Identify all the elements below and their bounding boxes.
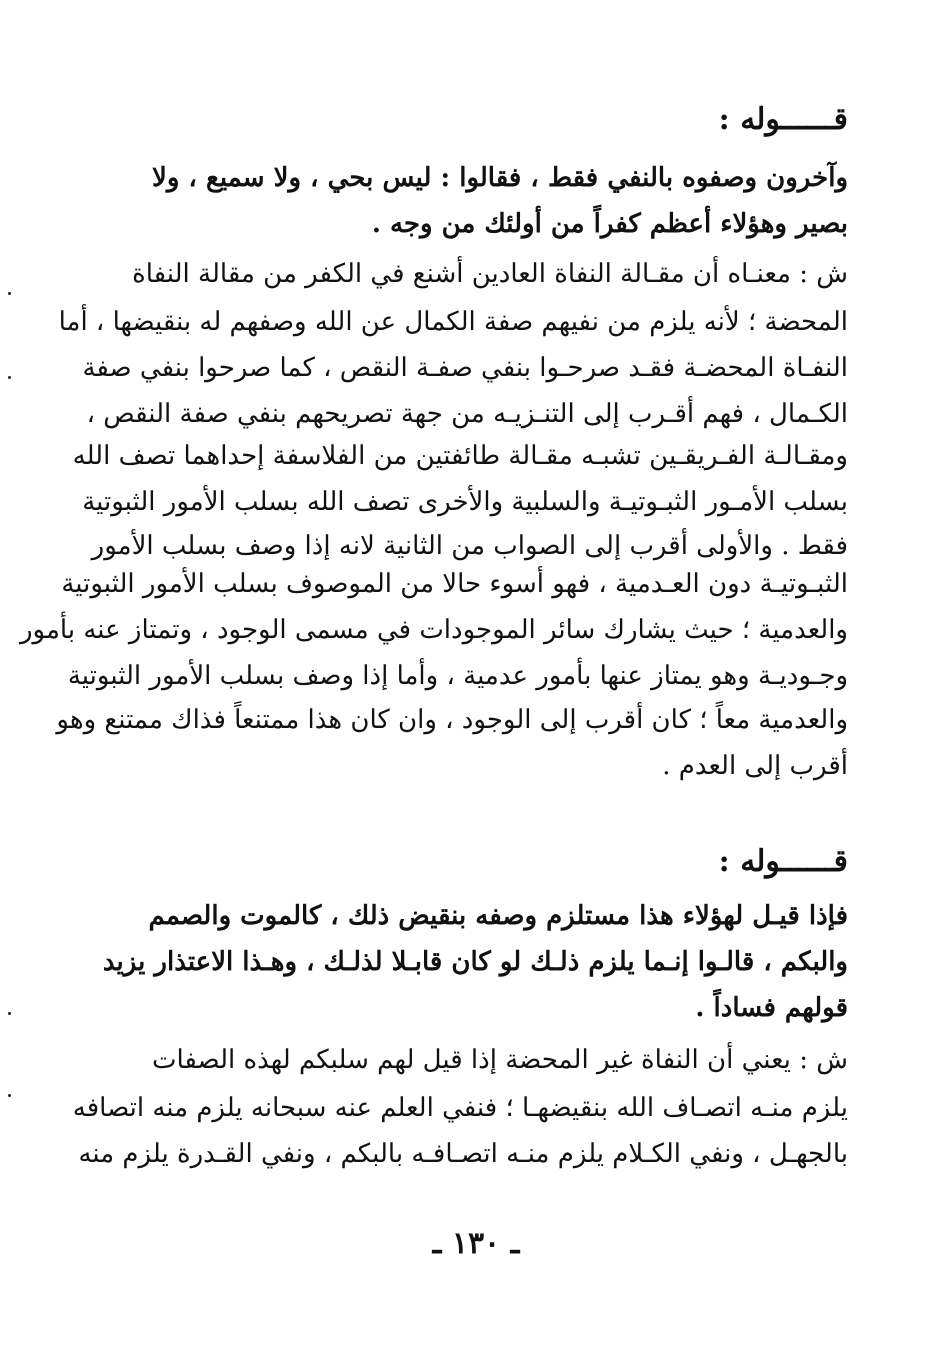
- section-heading-2: قــــــوله :: [718, 844, 848, 879]
- section-heading-1: قــــــوله :: [718, 102, 848, 137]
- commentary-line: وجـوديـة وهو يمتاز عنها بأمور عدمية ، وأما إذا وصف بسلب الأمور الثبوتية: [67, 661, 848, 691]
- quote-line: وآخرون وصفوه بالنفي فقط ، فقالوا : ليس بحي ، ولا سميع ، ولا: [152, 163, 848, 193]
- commentary-line: بالجهـل ، ونفي الكـلام يلزم منـه اتصـافـه بالبكم ، ونفي القـدرة يلزم منه: [78, 1139, 848, 1169]
- quote-line: قولهم فساداً .: [695, 993, 848, 1023]
- quote-line: بصير وهؤلاء أعظم كفراً من أولئك من وجه .: [371, 209, 848, 239]
- commentary-line: بسلب الأمـور الثبـوتيـة والسلبية والأخرى تصف الله بسلب الأمور الثبوتية: [82, 487, 848, 517]
- quote-line: والبكم ، قالـوا إنـما يلزم ذلـك لو كان قابـلا لذلـك ، وهـذا الاعتذار يزيد: [102, 947, 848, 977]
- page-number: ـ ١٣٠ ـ: [432, 1226, 520, 1261]
- commentary-line: الثبـوتيـة دون العـدمية ، فهو أسوء حالا من الموصوف بسلب الأمور الثبوتية: [61, 569, 848, 599]
- scan-speck: [8, 1094, 11, 1097]
- commentary-line: النفـاة المحضـة فقـد صرحـوا بنفي صفـة النقص ، كما صرحوا بنفي صفة: [82, 353, 848, 383]
- commentary-line: يلزم منـه اتصـاف الله بنقيضهـا ؛ فنفي العلم عنه سبحانه يلزم منه اتصافه: [72, 1093, 848, 1123]
- commentary-line: فقط . والأولى أقرب إلى الصواب من الثانية لانه إذا وصف بسلب الأمور: [91, 531, 848, 561]
- commentary-line: المحضة ؛ لأنه يلزم من نفيهم صفة الكمال عن الله وصفهم له بنقيضها ، أما: [58, 307, 848, 337]
- commentary-line: الكـمال ، فهم أقـرب إلى التنـزيـه من جهة تصريحهم بنفي صفة النقص ،: [86, 399, 848, 429]
- scan-speck: [8, 292, 11, 295]
- commentary-line: ش : معنـاه أن مقـالة النفاة العادين أشنع في الكفر من مقالة النفاة: [132, 259, 848, 289]
- commentary-line: أقرب إلى العدم .: [662, 751, 848, 781]
- commentary-line: ش : يعني أن النفاة غير المحضة إذا قيل لهم سلبكم لهذه الصفات: [152, 1045, 848, 1075]
- scan-speck: [8, 1012, 11, 1015]
- scan-speck: [8, 376, 11, 379]
- commentary-line: والعدمية معاً ؛ كان أقرب إلى الوجود ، وان كان هذا ممتنعاً فذاك ممتنع وهو: [56, 705, 848, 735]
- commentary-line: والعدمية ؛ حيث يشارك سائر الموجودات في مسمى الوجود ، وتمتاز عنه بأمور: [19, 615, 848, 645]
- quote-line: فإذا قيـل لهؤلاء هذا مستلزم وصفه بنقيض ذلك ، كالموت والصمم: [148, 901, 848, 931]
- commentary-line: ومقـالـة الفـريقـين تشبـه مقـالة طائفتين من الفلاسفة إحداهما تصف الله: [72, 441, 848, 471]
